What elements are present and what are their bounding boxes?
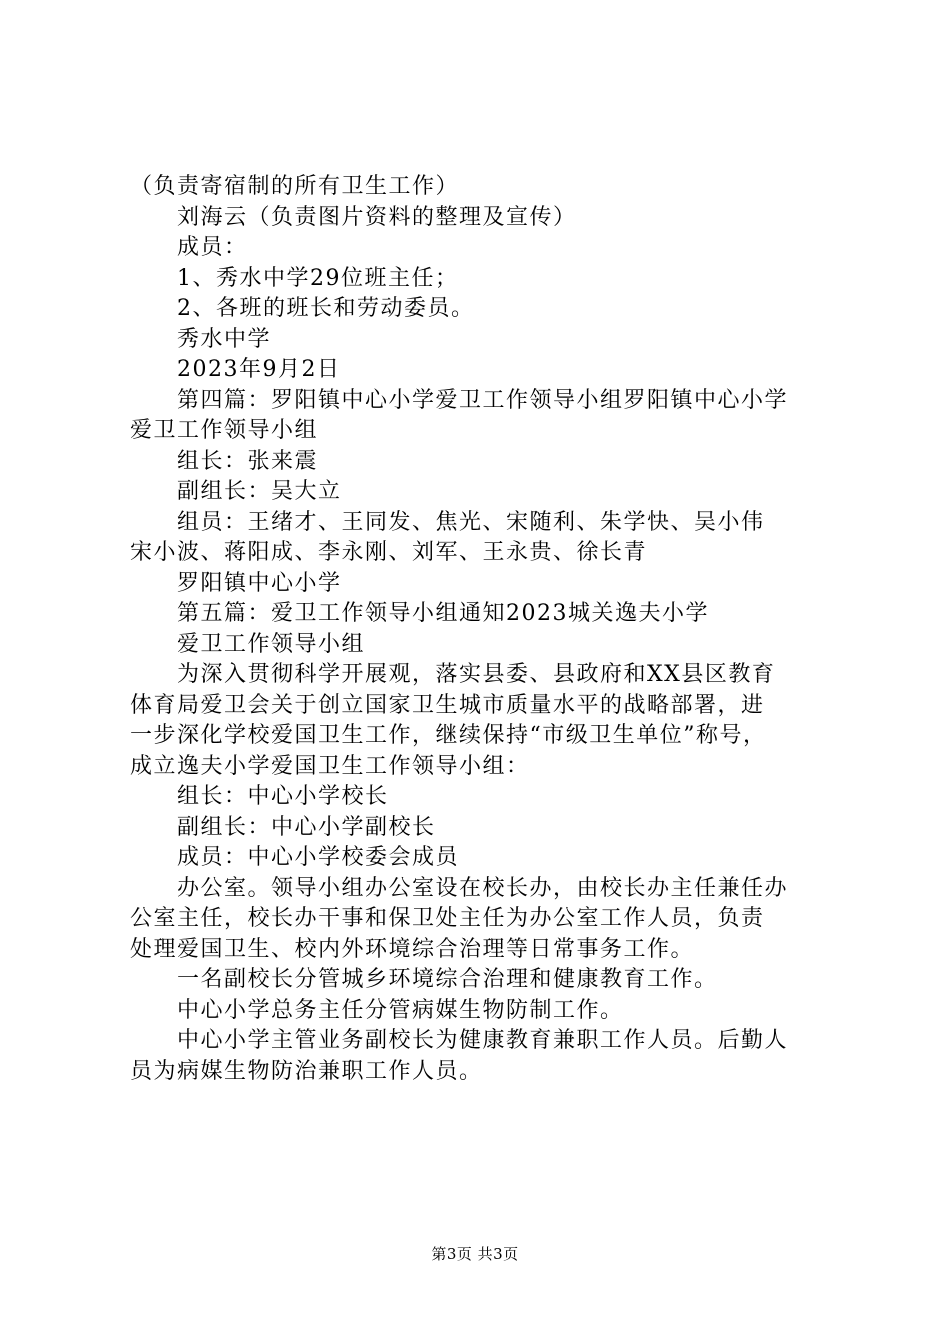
text-line: 副组长：吴大立 [177, 479, 342, 504]
text-line: 员为病媒生物防治兼职工作人员。 [130, 1058, 483, 1084]
text-line: 为深入贯彻科学开展观，落实县委、县政府和XX县区教育 [177, 662, 776, 687]
text-line: 处理爱国卫生、校内外环境综合治理等日常事务工作。 [130, 936, 695, 962]
text-line: 一名副校长分管城乡环境综合治理和健康教育工作。 [177, 967, 718, 992]
text-line: 刘海云（负责图片资料的整理及宣传） [177, 204, 577, 230]
text-line: 第五篇：爱卫工作领导小组通知2023城关逸夫小学 [177, 601, 709, 626]
text-line: 组长：张来震 [177, 448, 319, 474]
text-line: 组长：中心小学校长 [177, 784, 389, 809]
text-line: 组员：王绪才、王同发、焦光、宋随利、朱学快、吴小伟 [177, 509, 765, 535]
text-line: 中心小学总务主任分管病媒生物防制工作。 [177, 997, 624, 1023]
text-line: 第四篇：罗阳镇中心小学爱卫工作领导小组罗阳镇中心小学 [177, 387, 789, 413]
text-line: （负责寄宿制的所有卫生工作） [130, 174, 460, 199]
text-line: 2、各班的班长和劳动委员。 [177, 296, 475, 321]
text-line: 中心小学主管业务副校长为健康教育兼职工作人员。后勤人 [177, 1028, 789, 1053]
text-line: 体育局爱卫会关于创立国家卫生城市质量水平的战略部署，进 [130, 692, 765, 718]
text-line: 秀水中学 [177, 326, 272, 352]
text-line: 成员：中心小学校委会成员 [177, 845, 460, 870]
text-line: 一步深化学校爱国卫生工作，继续保持“市级卫生单位”称号， [130, 723, 767, 748]
text-line: 爱卫工作领导小组 [130, 418, 319, 443]
text-line: 副组长：中心小学副校长 [177, 814, 436, 840]
text-line: 2023年9月2日 [177, 357, 341, 382]
page-footer: 第3页 共3页 [431, 1245, 519, 1263]
text-line: 办公室。领导小组办公室设在校长办，由校长办主任兼任办 [177, 875, 789, 901]
text-line: 宋小波、蒋阳成、李永刚、刘军、王永贵、徐长青 [130, 540, 648, 565]
text-line: 1、秀水中学29位班主任； [177, 265, 459, 291]
text-line: 罗阳镇中心小学 [177, 570, 342, 596]
document-body [130, 172, 830, 1087]
text-line: 公室主任，校长办干事和保卫处主任为办公室工作人员，负责 [130, 906, 765, 931]
text-line: 成立逸夫小学爱国卫生工作领导小组： [130, 753, 530, 779]
text-line: 成员： [177, 235, 248, 260]
text-line: 爱卫工作领导小组 [177, 631, 366, 657]
